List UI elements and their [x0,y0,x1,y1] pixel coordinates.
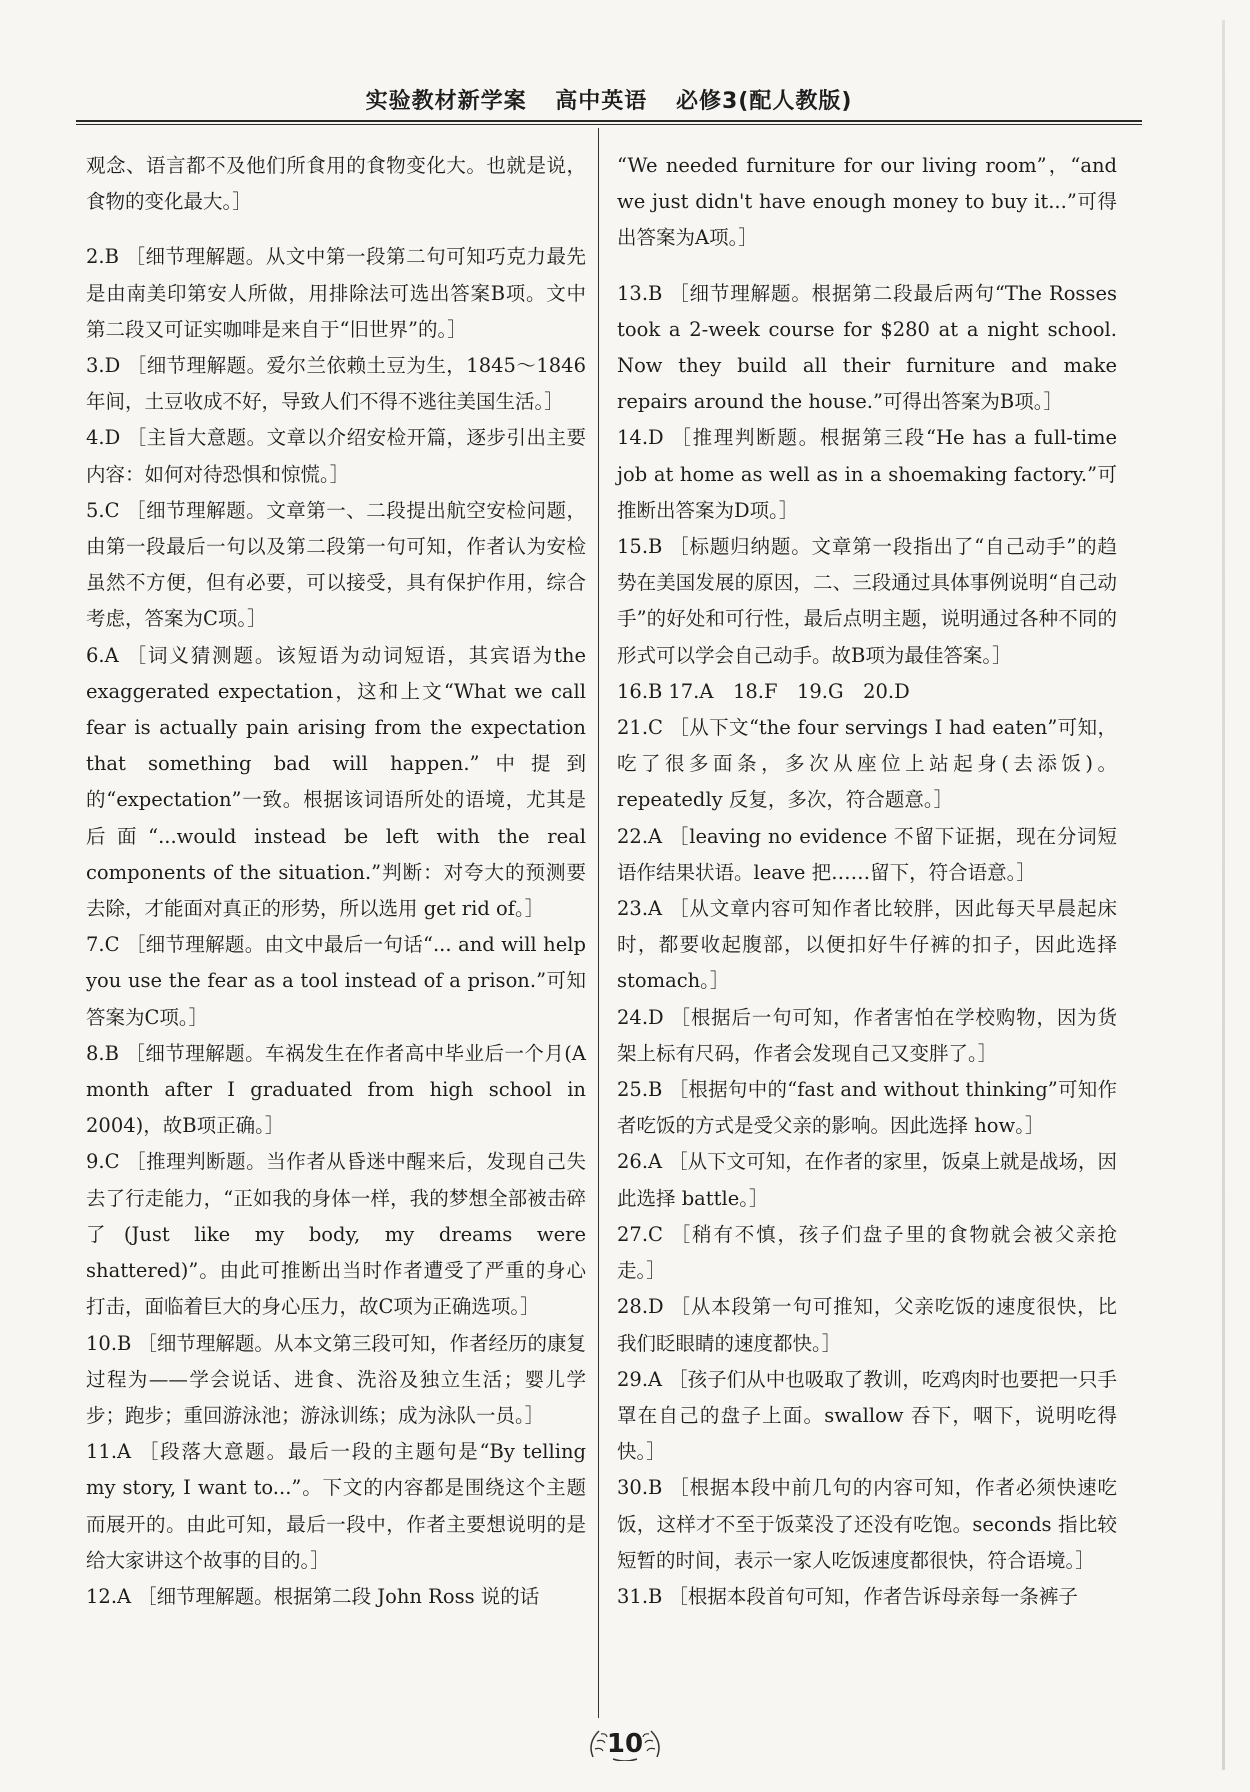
answer-number: 4.D [86,426,121,450]
answer-explanation: ［根据后一句可知，作者害怕在学校购物，因为货架上标有尺码，作者会发现自己又变胖了。］ [617,1005,1117,1065]
answer-number: 2.B [86,245,119,269]
answer-item [617,1289,1117,1361]
answer-item [617,1000,1117,1072]
answer-number: 22.A [617,824,663,848]
answer-item [86,493,586,638]
answer-continuation [86,148,586,220]
answer-continuation [617,148,1117,257]
answer-number: 9.C [86,1150,120,1174]
answer-number: 8.B [86,1041,119,1065]
answer-number: 29.A [617,1367,663,1391]
answer-explanation: ［稍有不慎，孩子们盘子里的食物就会被父亲抢走。］ [617,1222,1117,1283]
answer-explanation: ［推理判断题。当作者从昏迷中醒来后，发现自己失去了行走能力，“正如我的身体一样，我的梦想全部被击碎了(Just like my body, my dreams were shattered)”。由此可推断出当时作者遭受了严重的身心打击，面临着巨大的身心压力，故C项为正确选项。］ [86,1150,586,1319]
answer-explanation: ［标题归纳题。文章第一段指出了“自己动手”的趋势在美国发展的原因，二、三段通过具体事例说明“自己动手”的好处和可行性，最后点明主题，说明通过各种不同的形式可以学会自己动手。故B项为最佳答案。］ [617,535,1117,667]
answer-explanation: ［细节理解题。从文中第一段第二句可知巧克力最先是由南美印第安人所做，用排除法可选出答案B项。文中第二段又可证实咖啡是来自于“旧世界”的。］ [86,245,586,341]
answer-number: 6.A [86,643,119,667]
answer-item [617,276,1117,421]
answer-explanation: ［细节理解题。由文中最后一句话“... and will help you use the fear as a tool instead of a prison.”可知答案为C项。］ [86,933,586,1029]
book-title: 实验教材新学案 [365,89,527,114]
answer-number: 15.B [617,535,663,559]
header-rule [76,120,1142,125]
answer-explanation: “We needed furniture for our living room”，“and we just didn't have enough money to buy it...”可得出答案为A项。］ [617,153,1117,249]
answer-item [617,891,1117,1000]
answer-item [86,1434,586,1579]
answer-item [86,1326,586,1435]
answer-number: 14.D [617,426,664,450]
answer-number: 16.B [617,679,663,703]
answer-number: 27.C [617,1222,663,1246]
answer-item [86,420,586,492]
edition-label: 必修3(配人教版) [675,89,853,114]
answer-number: 31.B [617,1584,663,1608]
answer-number: 25.B [617,1078,663,1102]
answer-item [617,819,1117,891]
answer-explanation: ［主旨大意题。文章以介绍安检开篇，逐步引出主要内容：如何对待恐惧和惊慌。］ [86,426,586,486]
subject-label: 高中英语 [555,89,648,114]
answer-item [617,674,1117,710]
answer-item [86,638,586,928]
answer-item [86,239,586,348]
answer-item [86,348,586,420]
answer-explanation: ［细节理解题。爱尔兰依赖土豆为生，1845～1846年间，土豆收成不好，导致人们不得不逃往美国生活。］ [86,354,586,414]
answer-explanation: ［leaving no evidence 不留下证据，现在分词短语作结果状语。leave 把……留下，符合语意。］ [617,824,1117,884]
answer-explanation: ［从下文可知，在作者的家里，饭桌上就是战场，因此选择 battle。］ [617,1150,1117,1210]
page-edge-shadow [1222,20,1225,1770]
answer-number: 13.B [617,281,663,305]
answer-number: 10.B [86,1331,132,1355]
answer-item [86,1036,586,1145]
answer-item [617,1144,1117,1216]
answer-explanation: ［从下文“the four servings I had eaten”可知，吃了很多面条，多次从座位上站起身(去添饭)。repeatedly 反复，多次，符合题意。］ [617,716,1117,812]
answer-explanation: ［词义猜测题。该短语为动词短语，其宾语为the exaggerated expectation，这和上文“What we call fear is actually pain arising from the expectation that something bad will happen.”中提到的“expectation”一致。根据该词语所处的语境，尤其是后面“...would instead be left with the real components of the situation.”判断：对夸大的预测要去除，才能面对真正的形势，所以选用 get rid of。］ [86,643,586,921]
answer-explanation: ［细节理解题。根据第二段最后两句“The Rosses took a 2-week course for $280 at a night school. Now they build all their furniture and make repairs around the house.”可得出答案为B项。］ [617,281,1117,414]
answer-explanation: ［细节理解题。文章第一、二段提出航空安检问题，由第一段最后一句以及第二段第一句可知，作者认为安检虽然不方便，但有必要，可以接受，具有保护作用，综合考虑，答案为C项。］ [86,498,586,631]
answer-explanation: ［细节理解题。车祸发生在作者高中毕业后一个月(A month after I graduated from high school in 2004)，故B项正确。］ [86,1041,586,1138]
answer-explanation: ［孩子们从中也吸取了教训，吃鸡肉时也要把一只手罩在自己的盘子上面。swallow 吞下，咽下，说明吃得快。］ [617,1367,1117,1464]
answer-number: 24.D [617,1005,664,1029]
column-divider [598,128,599,1718]
answer-item [617,1579,1117,1615]
answer-item [617,1470,1117,1579]
answer-item [617,529,1117,674]
answer-item [86,927,586,1036]
answer-item [617,420,1117,529]
page-header [76,84,1142,118]
answer-explanation: ［段落大意题。最后一段的主题句是“By telling my story, I want to...”。下文的内容都是围绕这个主题而展开的。由此可知，最后一段中，作者主要想说明的是给大家讲这个故事的目的。］ [86,1440,586,1572]
answer-number: 21.C [617,716,663,740]
answer-explanation: ［细节理解题。根据第二段 John Ross 说的话 [137,1584,540,1608]
answer-number: 3.D [86,354,121,378]
answer-item [86,1144,586,1325]
answer-explanation: ［从本段第一句可推知，父亲吃饭的速度很快，比我们眨眼睛的速度都快。］ [617,1295,1117,1355]
answer-number: 12.A [86,1584,132,1608]
answer-item [617,1362,1117,1471]
answer-item [86,1579,586,1615]
answer-explanation: 17.A 18.F 19.G 20.D [668,679,910,703]
answer-explanation: ［根据句中的“fast and without thinking”可知作者吃饭的方式是受父亲的影响。因此选择 how。］ [617,1078,1117,1138]
answer-explanation: ［根据本段首句可知，作者告诉母亲每一条裤子 [668,1584,1078,1608]
answer-item [617,1217,1117,1289]
answer-number: 23.A [617,897,663,921]
answer-number: 28.D [617,1295,664,1319]
answer-explanation: ［从文章内容可知作者比较胖，因此每天早晨起床时，都要收起腹部，以便扣好牛仔裤的扣子，因此选择 stomach。］ [617,897,1117,993]
answer-number: 30.B [617,1476,663,1500]
answer-number: 5.C [86,498,120,522]
answer-item [617,1072,1117,1144]
answer-explanation: ［推理判断题。根据第三段“He has a full-time job at home as well as in a shoemaking factory.”可推断出答案为D项。］ [617,426,1117,522]
answer-explanation: ［细节理解题。从本文第三段可知，作者经历的康复过程为——学会说话、进食、洗浴及独立生活；婴儿学步；跑步；重回游泳池；游泳训练；成为泳队一员。］ [86,1331,586,1427]
answer-explanation: ［根据本段中前几句的内容可知，作者必须快速吃饭，这样才不至于饭菜没了还没有吃饱。seconds 指比较短暂的时间，表示一家人吃饭速度都很快，符合语境。］ [617,1476,1117,1572]
right-column [617,128,1117,1615]
left-column [86,128,586,1615]
page-number-text: 10 [606,1729,644,1759]
answer-number: 7.C [86,933,120,957]
answer-number: 11.A [86,1440,132,1464]
page-number [575,1723,675,1765]
answer-item [617,710,1117,819]
answer-explanation: 观念、语言都不及他们所食用的食物变化大。也就是说，食物的变化最大。］ [86,153,586,213]
answer-number: 26.A [617,1150,663,1174]
